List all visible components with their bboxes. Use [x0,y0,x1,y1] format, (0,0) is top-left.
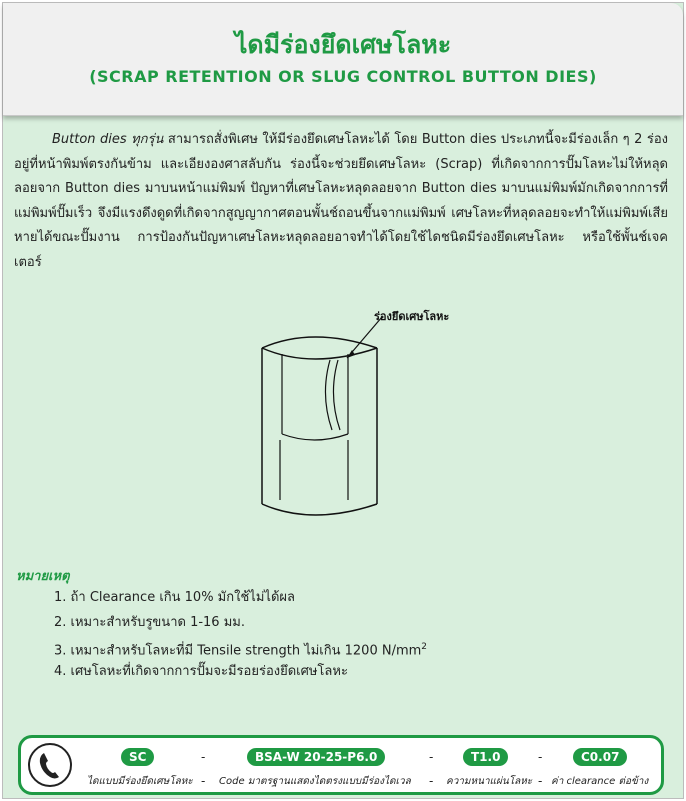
note-item [54,635,427,660]
page-title-english: (SCRAP RETENTION OR SLUG CONTROL BUTTON DIES) [89,67,597,86]
code-caption: ไดแบบมีร่องยึดเศษโลหะ [87,776,193,787]
code-separator: - [429,774,434,788]
code-caption: Code มาตรฐานแสดงไดตรงแบบมีร่องไดเวล [219,776,411,787]
code-caption: ความหนาแผ่นโลหะ [446,776,533,787]
code-separator: - [201,750,206,764]
slug-groove-right [333,360,340,430]
intro-body: สามารถสั่งพิเศษ ให้มีร่องยึดเศษโลหะได้ โดย Button dies ประเภทนี้จะมีร่องเล็ก ๆ 2 ร่อง อยู่ที่หน้าพิมพ์ตรงกันข้าม และเอียงองศาสลับกัน ร่องนี้จะช่วยยึดเศษโลหะ (Scrap) ที่เกิดจากการปั๊มโลหะไม่ให้หลุดลอยจาก Button dies มาบนหน้าแม่พิมพ์ ปัญหาที่เศษโลหะหลุดลอยจาก Button dies มาบนแม่พิมพ์มักเกิดจากการที่แม่พิมพ์ปั๊มเร็ว จึงมีแรงดึงดูดที่เกิดจากสูญญากาศตอนพั้นช์ถอนขึ้นจากแม่พิมพ์ เศษโลหะที่หลุดลอยจะทำให้แม่พิมพ์เสียหายได้ขณะปั๊มงาน การป้องกันปัญหาเศษโลหะหลุดลอยอาจทำได้โดยใช้ไดชนิดมีร่องยึดเศษโลหะ หรือใช้พั้นช์เจคเตอร์ [14,132,668,270]
phone-glyph [30,745,70,785]
code-value: BSA-W 20-25-P6.0 [247,748,385,766]
header [3,3,683,116]
code-separator: - [201,774,206,788]
order-code-box [18,735,664,795]
note-text: 3. เหมาะสำหรับโลหะที่มี Tensile strength ไม่เกิน 1200 N/mm [54,643,422,659]
code-part-clearance [573,746,627,766]
bore-step [282,434,348,440]
button-die-illustration [250,300,450,520]
notes-list [54,586,427,684]
note-superscript: 2 [421,642,428,652]
code-value: C0.07 [573,748,627,766]
note-item: 4. เศษโลหะที่เกิดจากการปั๊มจะมีรอยร่องยึดเศษโลหะ [54,663,348,679]
die-top-front-edge [262,348,377,359]
intro-paragraph [14,128,668,275]
code-separator: - [429,750,434,764]
code-value: SC [121,748,154,766]
phone-icon [28,743,72,787]
die-bottom-edge [262,504,377,515]
intro-lead: Button dies ทุกรุ่น [52,132,164,147]
note-item: 1. ถ้า Clearance เกิน 10% มักใช้ไม่ได้ผล [54,590,295,605]
figure-label: ร่องยึดเศษโลหะ [374,310,450,323]
code-part-thickness [463,746,508,766]
slug-groove-left [325,360,332,430]
code-separator: - [538,774,543,788]
code-separator: - [538,750,543,764]
notes-title: หมายเหตุ [16,569,70,584]
note-item: 2. เหมาะสำหรับรูขนาด 1-16 มม. [54,614,245,630]
code-part-sc [121,746,154,766]
code-value: T1.0 [463,748,508,766]
code-caption: ค่า clearance ต่อข้าง [551,776,649,787]
page-title-thai: ไดมีร่องยึดเศษโลหะ [234,30,452,59]
code-part-series [247,746,385,766]
die-top-edge [262,337,377,348]
